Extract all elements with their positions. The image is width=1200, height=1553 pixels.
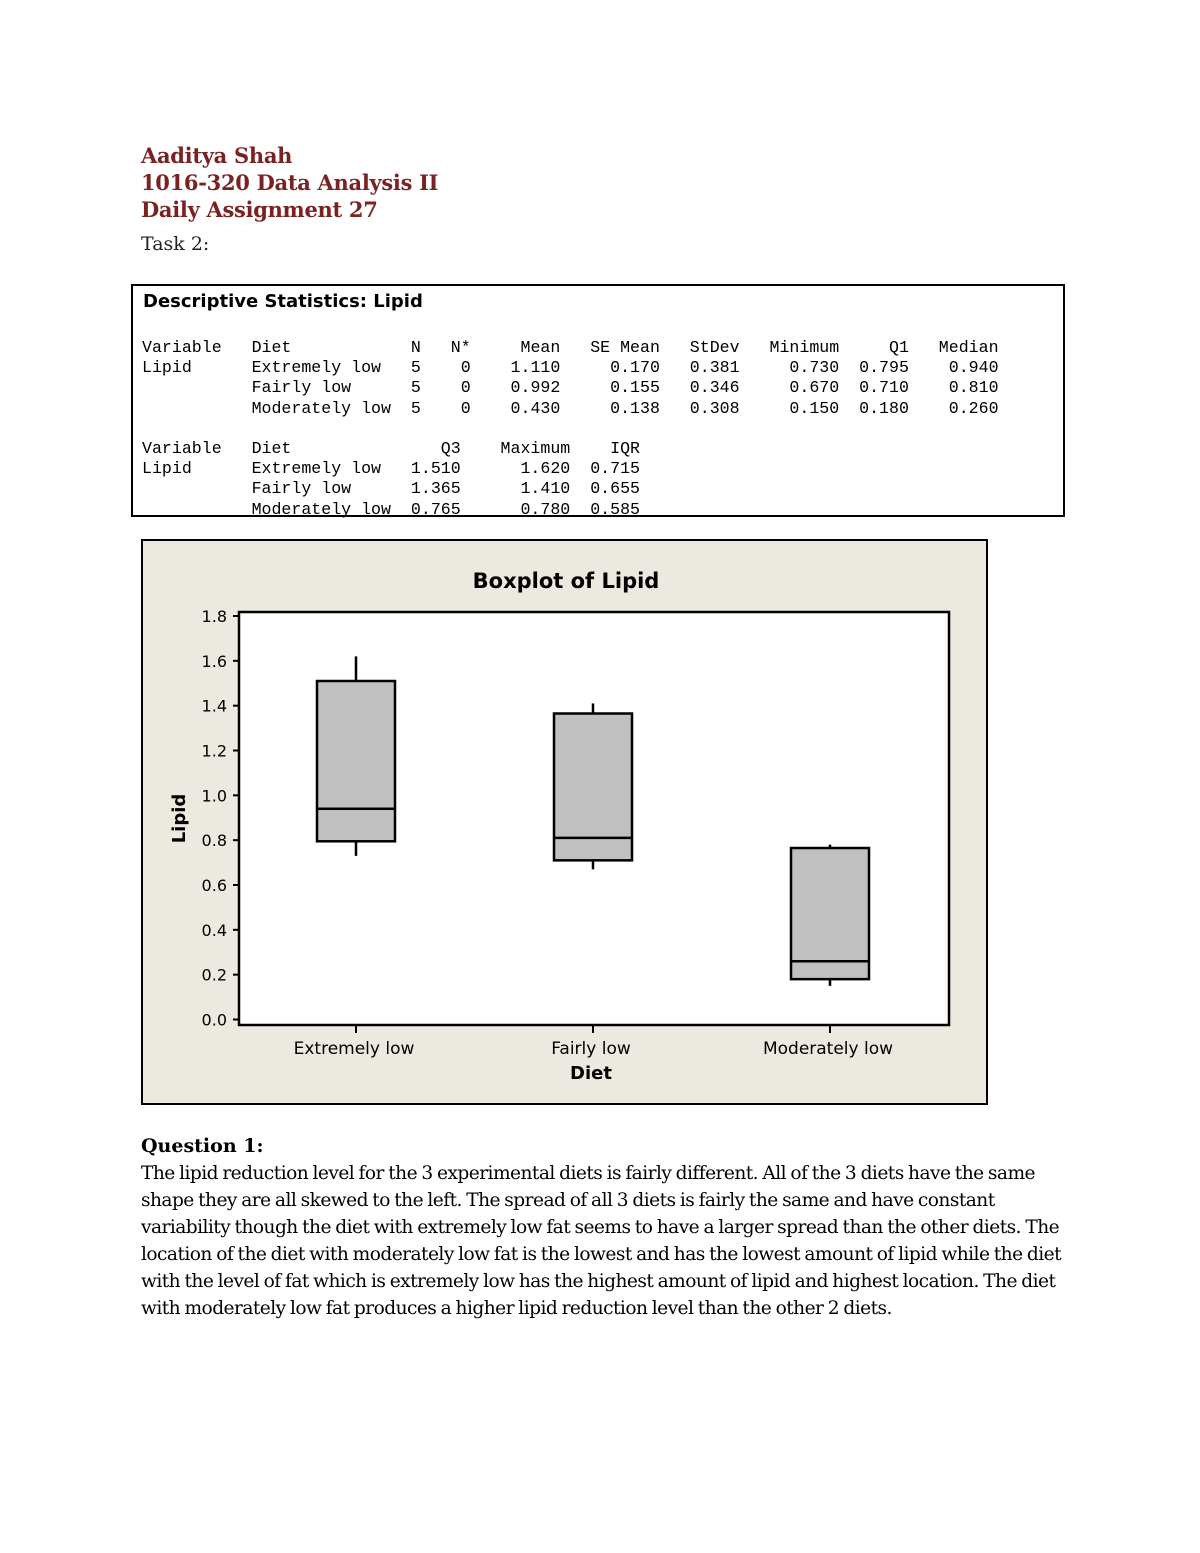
stats-cell-4: 0.655 xyxy=(580,479,640,499)
stats-cell-9: 0.810 xyxy=(918,378,999,398)
stats-cell-0: Lipid xyxy=(142,358,242,378)
stats-data-row xyxy=(142,479,640,498)
y-tick-label: 1.0 xyxy=(201,786,227,806)
stats-cell-4: 0.430 xyxy=(480,398,561,418)
task-label: Task 2: xyxy=(141,233,210,255)
y-axis-label: Lipid xyxy=(169,793,190,844)
stats-cell-7: 0.730 xyxy=(749,358,840,378)
question-section xyxy=(141,1133,1076,1322)
stats-cell-0 xyxy=(142,399,242,418)
stats-header-cell-2: Q3 xyxy=(410,439,461,459)
stats-cell-1: Moderately low xyxy=(251,398,401,418)
stats-cell-1: Extremely low xyxy=(251,459,401,479)
stats-header-row xyxy=(142,338,999,357)
stats-header-cell-4: IQR xyxy=(580,439,640,459)
descriptive-statistics-box xyxy=(131,284,1065,517)
stats-header-row xyxy=(142,439,640,458)
stats-header-cell-0: Variable xyxy=(142,338,242,357)
stats-cell-2: 5 xyxy=(410,398,421,418)
statistics-table xyxy=(142,338,999,520)
document-header xyxy=(141,142,438,223)
y-tick-label: 1.8 xyxy=(201,607,227,626)
stats-cell-2: 5 xyxy=(410,358,421,378)
x-tick-label: Fairly low xyxy=(551,1039,631,1059)
stats-header-cell-1: Diet xyxy=(251,439,401,459)
stats-cell-2: 0.765 xyxy=(410,499,461,519)
stats-header-cell-7: Minimum xyxy=(749,338,840,357)
stats-cell-3: 1.620 xyxy=(470,459,571,479)
stats-header-cell-4: Mean xyxy=(480,338,561,357)
stats-cell-9: 0.940 xyxy=(918,358,999,378)
stats-cell-1: Fairly low xyxy=(251,479,401,499)
stats-cell-3: 0 xyxy=(430,358,471,378)
stats-cell-1: Extremely low xyxy=(251,358,401,378)
stats-cell-1: Fairly low xyxy=(251,378,401,398)
stats-data-row xyxy=(142,358,999,377)
stats-header-cell-3: Maximum xyxy=(470,439,571,459)
stats-cell-5: 0.170 xyxy=(570,358,660,378)
stats-data-row xyxy=(142,459,640,478)
author-name: Aaditya Shah xyxy=(141,143,293,168)
y-tick-label: 0.8 xyxy=(201,831,227,851)
y-tick-label: 1.2 xyxy=(201,741,227,761)
stats-header-cell-2: N xyxy=(410,338,421,357)
stats-data-row xyxy=(142,378,999,397)
stats-cell-9: 0.260 xyxy=(918,398,999,418)
stats-cell-0 xyxy=(142,479,242,498)
stats-cell-4: 0.715 xyxy=(580,459,640,479)
stats-data-row xyxy=(142,500,640,519)
stats-cell-0 xyxy=(142,378,242,397)
stats-cell-2: 5 xyxy=(410,378,421,398)
assignment-title: Daily Assignment 27 xyxy=(141,197,378,222)
y-tick-label: 0.0 xyxy=(201,1010,227,1030)
stats-cell-8: 0.180 xyxy=(849,398,909,418)
stats-cell-0 xyxy=(142,500,242,519)
y-tick-label: 1.4 xyxy=(201,696,227,716)
question-answer: The lipid reduction level for the 3 experimental diets is fairly different. All of the 3 diets have the same shape they are all skewed to the left. The spread of all 3 diets is fairly the same and have constant variability though the diet with extremely low fat seems to have a larger spread than the other diets. The location of the diet with moderately low fat is the lowest and has the lowest amount of lipid while the diet with the level of fat which is extremely low has the highest amount of lipid and highest location. The diet with moderately low fat produces a higher lipid reduction level than the other 2 diets. xyxy=(141,1163,1062,1319)
stats-data-row xyxy=(142,399,999,418)
box-3 xyxy=(791,848,869,979)
stats-header-cell-6: StDev xyxy=(669,338,740,357)
chart-title: Boxplot of Lipid xyxy=(472,569,660,593)
stats-cell-4: 0.992 xyxy=(480,378,561,398)
stats-header-cell-0: Variable xyxy=(142,439,242,459)
y-tick-label: 1.6 xyxy=(201,651,227,671)
boxplot-svg xyxy=(143,541,986,1103)
course-title: 1016-320 Data Analysis II xyxy=(141,170,439,195)
question-title: Question 1: xyxy=(141,1135,264,1157)
x-tick-label: Extremely low xyxy=(293,1039,415,1059)
box-1 xyxy=(317,681,395,841)
stats-cell-5: 0.138 xyxy=(570,398,660,418)
y-tick-label: 0.4 xyxy=(201,920,227,940)
stats-cell-0: Lipid xyxy=(142,459,242,479)
stats-cell-3: 0.780 xyxy=(470,499,571,519)
stats-cell-4: 1.110 xyxy=(480,358,561,378)
stats-cell-6: 0.308 xyxy=(669,398,740,418)
stats-cell-8: 0.795 xyxy=(849,358,909,378)
stats-cell-1: Moderately low xyxy=(251,499,401,519)
stats-cell-3: 0 xyxy=(430,378,471,398)
stats-header-cell-3: N* xyxy=(430,338,471,357)
stats-cell-8: 0.710 xyxy=(849,378,909,398)
stats-header-cell-5: SE Mean xyxy=(570,338,660,357)
x-tick-label: Moderately low xyxy=(762,1039,894,1059)
stats-cell-7: 0.150 xyxy=(749,398,840,418)
stats-header-cell-1: Diet xyxy=(251,338,401,357)
y-tick-label: 0.2 xyxy=(201,965,227,985)
stats-header-cell-8: Q1 xyxy=(849,338,909,357)
stats-header-cell-9: Median xyxy=(918,338,999,357)
stats-cell-2: 1.510 xyxy=(410,459,461,479)
stats-cell-6: 0.346 xyxy=(669,378,740,398)
stats-cell-7: 0.670 xyxy=(749,378,840,398)
boxplot-chart xyxy=(141,539,988,1105)
stats-cell-4: 0.585 xyxy=(580,499,640,519)
stats-cell-3: 1.410 xyxy=(470,479,571,499)
stats-cell-3: 0 xyxy=(430,398,471,418)
stats-cell-2: 1.365 xyxy=(410,479,461,499)
x-axis-label: Diet xyxy=(570,1063,612,1084)
statistics-title: Descriptive Statistics: Lipid xyxy=(143,291,423,312)
stats-cell-6: 0.381 xyxy=(669,358,740,378)
stats-cell-5: 0.155 xyxy=(570,378,660,398)
y-tick-label: 0.6 xyxy=(201,876,227,895)
